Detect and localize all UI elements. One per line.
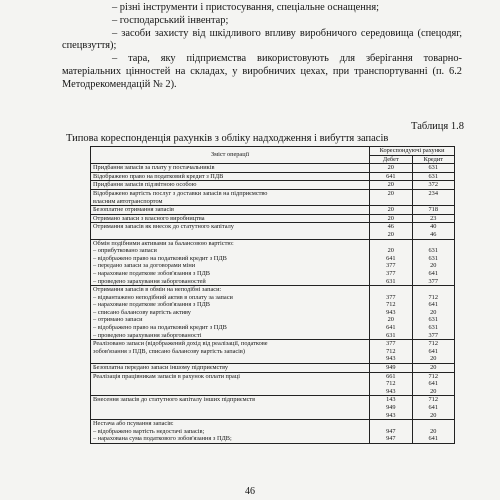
operation-cell-line: – нараховане податкове зобов'язання з ПДВ	[93, 269, 210, 277]
operation-cell-line: Безоплатна передано запаси іншому підприємству	[93, 364, 228, 372]
credit-cell	[412, 372, 454, 396]
table-row	[91, 172, 455, 181]
debit-cell-line: 20	[387, 181, 394, 189]
debit-cell-line	[370, 286, 411, 294]
debit-cell	[370, 181, 412, 190]
credit-header: Кредит	[412, 155, 454, 164]
operation-cell-line: Відображено право на податковий кредит з ПДВ	[93, 172, 224, 180]
credit-cell-line: 712	[428, 372, 438, 380]
debit-cell-line: 947	[386, 427, 396, 435]
operation-cell-line: Реалізовано запаси (відображений дохід від реалізації, податкове	[93, 340, 268, 348]
debit-cell	[370, 214, 412, 223]
credit-cell-line	[413, 240, 454, 248]
debit-cell-line: 943	[386, 308, 396, 316]
credit-cell-line	[413, 286, 454, 294]
operation-cell	[91, 372, 370, 396]
operation-cell-line: зобов'язання з ПДВ, списано балансову вартість запасів)	[93, 347, 246, 355]
credit-cell	[412, 181, 454, 190]
debit-cell-line: 20	[387, 164, 394, 172]
table-row	[91, 396, 455, 420]
credit-cell-line: 631	[428, 254, 438, 262]
debit-cell-line	[370, 240, 411, 248]
table-row	[91, 164, 455, 173]
operation-cell-line: Придбання запасів підзвітною особою	[93, 181, 197, 189]
table-row	[91, 420, 455, 444]
credit-cell-line: 20	[430, 364, 437, 372]
debit-cell-line: 641	[386, 254, 396, 262]
debit-cell-line: 943	[386, 355, 396, 363]
debit-cell-line: 20	[387, 230, 394, 238]
intro-paragraph-4: – тара, яку підприємства використовують для зберігання товарно-матеріальних цінностей на складах, у виробничих цехах, при транспортуванні (п. 6.2 Методрекомендацій № 2).	[62, 53, 462, 90]
debit-cell-line: 377	[386, 269, 396, 277]
operation-cell	[91, 164, 370, 173]
operation-cell	[91, 396, 370, 420]
credit-cell-line: 20	[430, 308, 437, 316]
operation-cell-line: Отримання запасів як внесок до статутного капіталу	[93, 223, 234, 231]
operation-cell-line: – відображено право на податковий кредит з ПДВ	[93, 324, 227, 332]
credit-cell	[412, 172, 454, 181]
operation-cell-line: Безоплатне отримання запасів	[93, 206, 174, 214]
operation-cell-line: Нестача або псування запасів:	[93, 420, 174, 428]
operation-cell	[91, 420, 370, 444]
credit-cell-line: 641	[428, 380, 438, 388]
credit-cell	[412, 189, 454, 205]
credit-cell-line: 46	[430, 230, 437, 238]
credit-cell-line: 20	[430, 427, 437, 435]
credit-cell	[412, 364, 454, 373]
credit-cell-line: 20	[430, 262, 437, 270]
credit-cell-line: 631	[428, 316, 438, 324]
credit-cell-line: 718	[428, 206, 438, 214]
intro-paragraph-1: – різні інструменти і пристосування, спеціальне оснащення;	[112, 2, 380, 13]
debit-cell-line: 20	[387, 189, 394, 197]
debit-cell	[370, 396, 412, 420]
operation-cell	[91, 189, 370, 205]
credit-cell-line: 631	[428, 324, 438, 332]
debit-cell	[370, 239, 412, 286]
credit-cell-line: 234	[428, 189, 438, 197]
table-row	[91, 189, 455, 205]
debit-cell-line: 631	[386, 331, 396, 339]
credit-cell-line: 631	[428, 164, 438, 172]
debit-cell-line: 641	[386, 172, 396, 180]
debit-cell-line: 641	[386, 324, 396, 332]
intro-paragraph-3: – засоби захисту від шкідливого впливу виробничого середовища (спецодяг, спецвзуття);	[62, 27, 462, 52]
credit-cell-line: 641	[428, 301, 438, 309]
debit-cell-line: 712	[386, 301, 396, 309]
operation-cell-line: Обмін подібними активами за балансовою вартістю:	[93, 239, 234, 247]
table-row	[91, 372, 455, 396]
credit-cell-line: 631	[428, 172, 438, 180]
debit-cell	[370, 206, 412, 215]
operation-cell	[91, 340, 370, 364]
credit-cell	[412, 223, 454, 239]
debit-cell-line: 143	[386, 396, 396, 404]
operation-cell-line: – відображено вартість недостачі запасів;	[93, 427, 205, 435]
operation-cell	[91, 214, 370, 223]
credit-cell-line	[413, 420, 454, 428]
table-row	[91, 181, 455, 190]
accounts-table	[90, 146, 455, 444]
credit-cell	[412, 164, 454, 173]
credit-cell-line: 641	[428, 435, 438, 443]
credit-cell	[412, 214, 454, 223]
operation-cell	[91, 181, 370, 190]
debit-cell	[370, 364, 412, 373]
table-row	[91, 364, 455, 373]
debit-cell	[370, 189, 412, 205]
credit-cell-line: 377	[428, 331, 438, 339]
debit-cell	[370, 372, 412, 396]
debit-cell-line: 943	[386, 411, 396, 419]
credit-cell	[412, 396, 454, 420]
table-row	[91, 206, 455, 215]
credit-cell	[412, 206, 454, 215]
table-number: Таблиця 1.8	[411, 121, 464, 132]
debit-cell	[370, 286, 412, 340]
operation-cell-line: Отримано запаси з власного виробництва	[93, 214, 205, 222]
debit-cell-line: 20	[387, 316, 394, 324]
credit-cell-line: 712	[428, 396, 438, 404]
credit-cell-line: 23	[430, 214, 437, 222]
operation-header: Зміст операції	[91, 147, 370, 164]
table-row	[91, 340, 455, 364]
operation-cell	[91, 239, 370, 286]
operation-cell	[91, 286, 370, 340]
debit-cell-line: 949	[386, 364, 396, 372]
table-body	[91, 164, 455, 444]
operation-cell-line: – проведено зарахування заборгованості	[93, 331, 202, 339]
debit-cell	[370, 420, 412, 444]
debit-cell-line: 949	[386, 404, 396, 411]
operation-cell-line: Реалізація працівникам запасів в рахунок оплати праці	[93, 372, 240, 380]
debit-cell	[370, 223, 412, 239]
credit-cell-line: 20	[430, 411, 437, 419]
credit-cell-line: 712	[428, 340, 438, 348]
operation-cell-line: – списано балансову вартість активу	[93, 308, 191, 316]
debit-cell-line: 712	[386, 380, 396, 388]
operation-cell-line: – нараховане податкове зобов'язання з ПДВ	[93, 301, 210, 309]
debit-cell-line: 947	[386, 435, 396, 443]
operation-cell-line: Внесення запасів до статутного капіталу інших підприємств	[93, 396, 256, 404]
debit-cell-line: 377	[386, 293, 396, 301]
accounts-header: Кореспондуючі рахунки	[370, 147, 455, 156]
debit-cell-line: 631	[386, 277, 396, 285]
operation-cell-line: – передано запаси за договорами міни	[93, 262, 196, 270]
debit-cell-line: 20	[387, 206, 394, 214]
debit-cell-line: 20	[387, 247, 394, 255]
credit-cell-line: 641	[428, 347, 438, 355]
operation-cell-line: – нарахована сума податкового зобов'язання з ПДВ;	[93, 435, 232, 443]
operation-cell	[91, 206, 370, 215]
table-title: Типова кореспонденція рахунків з обліку надходження і вибуття запасів	[66, 133, 389, 144]
operation-cell-line: Отримання запасів в обмін на неподібні запаси:	[93, 286, 222, 294]
debit-cell-line	[370, 420, 411, 428]
operation-cell-line: – відображено право на податковий кредит з ПДВ	[93, 254, 227, 262]
debit-cell-line: 661	[386, 372, 396, 380]
credit-cell-line: 641	[428, 404, 438, 411]
credit-cell-line: 20	[430, 387, 437, 395]
credit-cell-line: 377	[428, 277, 438, 285]
table-row	[91, 223, 455, 239]
intro-text	[62, 2, 462, 92]
intro-paragraph-2: – господарський інвентар;	[112, 14, 229, 26]
debit-header: Дебет	[370, 155, 412, 164]
debit-cell-line: 377	[386, 262, 396, 270]
operation-cell	[91, 364, 370, 373]
credit-cell	[412, 239, 454, 286]
credit-cell-line: 20	[430, 355, 437, 363]
table-row	[91, 286, 455, 340]
table-row	[91, 214, 455, 223]
debit-cell-line: 377	[386, 340, 396, 348]
debit-cell-line: 46	[387, 223, 394, 231]
operation-cell-line: – отримано запаси	[93, 316, 143, 324]
credit-cell	[412, 286, 454, 340]
credit-cell-line: 372	[428, 181, 438, 189]
debit-cell	[370, 164, 412, 173]
operation-cell-line: – відвантажено неподібний актив в оплату за запаси	[93, 293, 233, 301]
debit-cell-line: 20	[387, 214, 394, 222]
credit-cell-line: 712	[428, 293, 438, 301]
debit-cell-line: 943	[386, 387, 396, 395]
operation-cell-line: – проведено зарахування заборгованостей	[93, 277, 206, 285]
debit-cell	[370, 172, 412, 181]
table-row	[91, 239, 455, 286]
operation-cell-line: власним автотранспортом	[93, 197, 163, 205]
credit-cell-line: 631	[428, 247, 438, 255]
credit-cell-line: 40	[430, 223, 437, 231]
operation-cell-line: Відображено вартість послуг з доставки запасів на підприємство	[93, 189, 268, 197]
credit-cell	[412, 420, 454, 444]
operation-cell-line: – оприбутковано запаси	[93, 247, 157, 255]
credit-cell-line: 641	[428, 269, 438, 277]
operation-cell	[91, 172, 370, 181]
credit-cell	[412, 340, 454, 364]
operation-cell-line: Придбання запасів за плату у постачальників	[93, 164, 215, 172]
page-number: 46	[245, 486, 255, 497]
debit-cell	[370, 340, 412, 364]
debit-cell-line: 712	[386, 347, 396, 355]
operation-cell	[91, 223, 370, 239]
